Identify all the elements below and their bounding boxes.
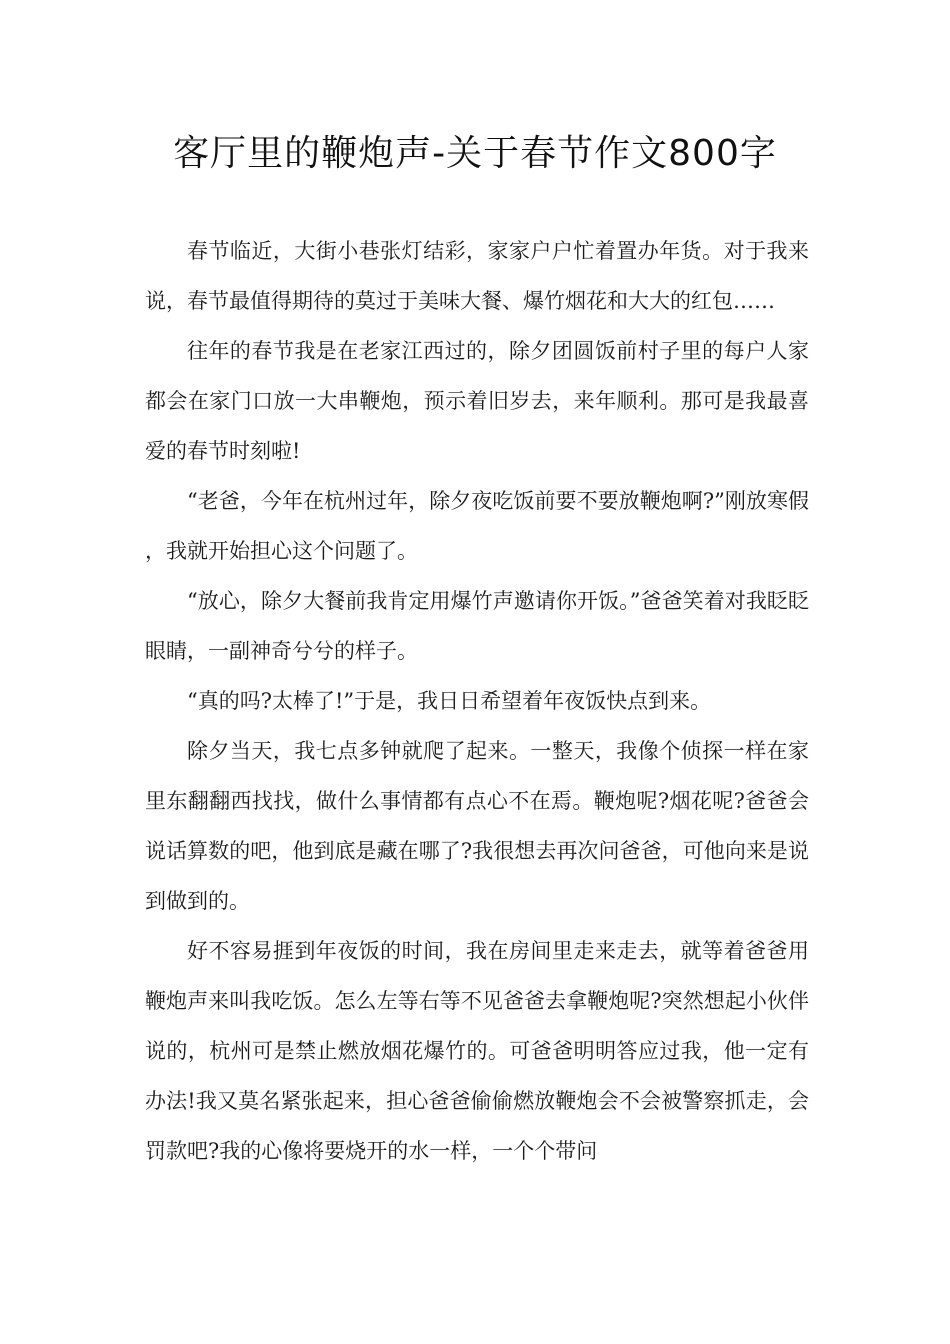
document-title: 客厅里的鞭炮声-关于春节作文800字 bbox=[173, 133, 777, 174]
essay-body bbox=[145, 226, 809, 1176]
paragraph: 往年的春节我是在老家江西过的，除夕团圆饭前村子里的每户人家都会在家门口放一大串鞭炮，预示着旧岁去，来年顺利。那可是我最喜爱的春节时刻啦! bbox=[145, 339, 809, 463]
paragraph: “真的吗?太棒了!”于是，我日日希望着年夜饭快点到来。 bbox=[187, 689, 712, 713]
paragraph: 春节临近，大街小巷张灯结彩，家家户户忙着置办年货。对于我来说，春节最值得期待的莫过于美味大餐、爆竹烟花和大大的红包…… bbox=[145, 239, 809, 313]
paragraph: 好不容易捱到年夜饭的时间，我在房间里走来走去，就等着爸爸用鞭炮声来叫我吃饭。怎么左等右等不见爸爸去拿鞭炮呢?突然想起小伙伴说的，杭州可是禁止燃放烟花爆竹的。可爸爸明明答应过我，他一定有办法!我又莫名紧张起来，担心爸爸偷偷燃放鞭炮会不会被警察抓走，会罚款吧?我的心像将要烧开的水一样，一个个带问 bbox=[145, 939, 809, 1163]
paragraph: “老爸，今年在杭州过年，除夕夜吃饭前要不要放鞭炮啊?”刚放寒假，我就开始担心这个问题了。 bbox=[145, 489, 809, 563]
paragraph: “放心，除夕大餐前我肯定用爆竹声邀请你开饭。”爸爸笑着对我眨眨眼睛，一副神奇兮兮的样子。 bbox=[145, 589, 809, 663]
paragraph: 除夕当天，我七点多钟就爬了起来。一整天，我像个侦探一样在家里东翻翻西找找，做什么事情都有点心不在焉。鞭炮呢?烟花呢?爸爸会说话算数的吧，他到底是藏在哪了?我很想去再次问爸爸，可他向来是说到做到的。 bbox=[145, 739, 809, 913]
